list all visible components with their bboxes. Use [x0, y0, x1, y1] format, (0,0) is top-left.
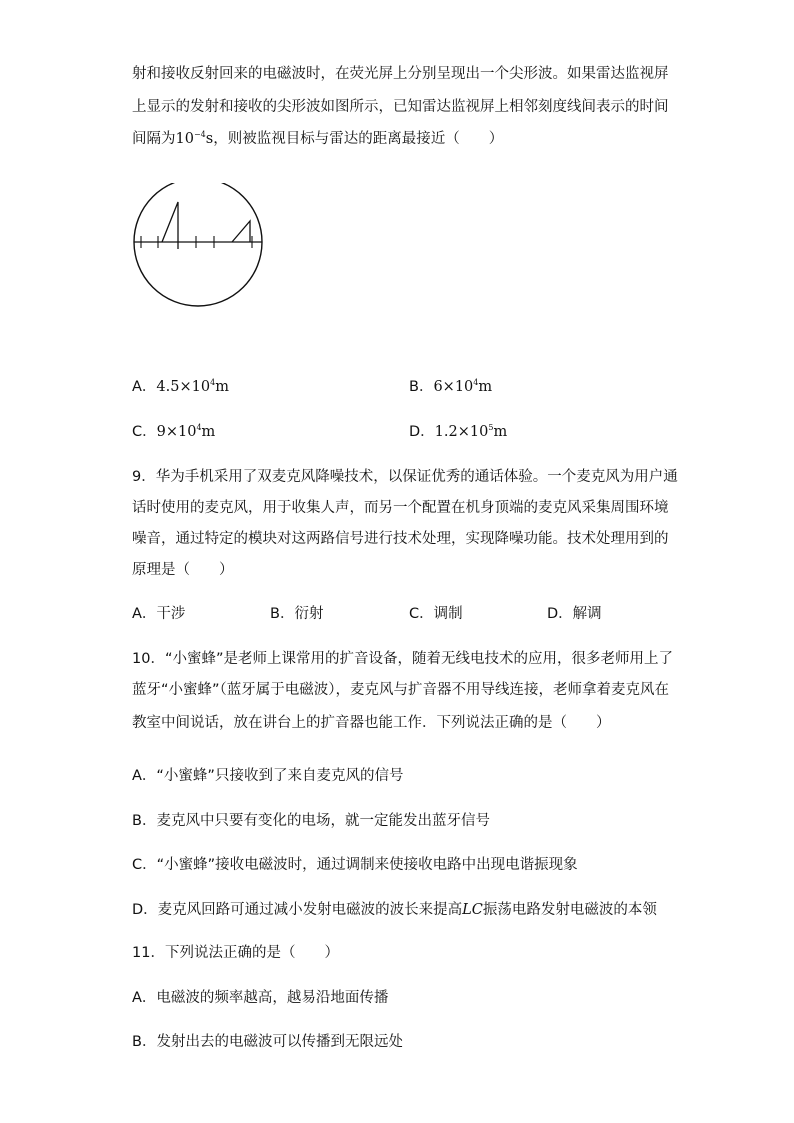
q9-stem-line-4: 原理是（ ） [132, 562, 234, 578]
q9-stem-line-1: 9．华为手机采用了双麦克风降噪技术，以保证优秀的通话体验。一个麦克风为用户通 [132, 469, 678, 485]
q9-stem-line-2: 话时使用的麦克风，用于收集人声，而另一个配置在机身顶端的麦克风采集周围环境 [132, 500, 669, 516]
received-pulse [232, 221, 250, 242]
q10-stem-line-1: 10．“小蜜蜂”是老师上课常用的扩音设备，随着无线电技术的应用，很多老师用上了 [132, 651, 673, 667]
q9-stem-line-3: 噪音，通过特定的模块对这两路信号进行技术处理，实现降噪功能。技术处理用到的 [132, 531, 669, 547]
q11-stem-line-1: 11．下列说法正确的是（ ） [132, 945, 339, 961]
q8-stem-line-3: 间隔为$10^{-4}s$，则被监视目标与雷达的距离最接近（ ） [132, 130, 504, 147]
q8-option-c[interactable]: C．$9\times 10^4m$ [132, 423, 216, 440]
q8-option-a[interactable]: A．$4.5\times 10^4m$ [132, 378, 229, 395]
q11-option-b[interactable]: B．发射出去的电磁波可以传播到无限远处 [132, 1034, 403, 1050]
q10-option-b[interactable]: B．麦克风中只要有变化的电场，就一定能发出蓝牙信号 [132, 813, 490, 829]
q10-stem-line-2: 蓝牙“小蜜蜂”（蓝牙属于电磁波），麦克风与扩音器不用导线连接，老师拿着麦克风在 [132, 682, 670, 698]
radar-screen-circle [134, 183, 262, 306]
q8-stem-line-1: 射和接收反射回来的电磁波时，在荧光屏上分别呈现出一个尖形波。如果雷达监视屏 [132, 66, 669, 82]
q9-option-c[interactable]: C．调制 [409, 606, 463, 622]
radar-screen-diagram [132, 183, 272, 313]
q10-stem-line-3: 教室中间说话，放在讲台上的扩音器也能工作．下列说法正确的是（ ） [132, 715, 611, 731]
q9-option-a[interactable]: A．干涉 [132, 606, 186, 622]
q8-option-d[interactable]: D．$1.2\times 10^5m$ [409, 423, 508, 440]
q10-option-c[interactable]: C．“小蜜蜂”接收电磁波时，通过调制来使接收电路中出现电谐振现象 [132, 857, 578, 873]
q10-option-d[interactable]: D．麦克风回路可通过减小发射电磁波的波长来提高LC振荡电路发射电磁波的本领 [132, 902, 657, 918]
q8-stem-line-2: 上显示的发射和接收的尖形波如图所示，已知雷达监视屏上相邻刻度线间表示的时间 [132, 99, 669, 115]
q9-option-d[interactable]: D．解调 [547, 606, 602, 622]
q11-option-a[interactable]: A．电磁波的频率越高，越易沿地面传播 [132, 990, 389, 1006]
q9-option-b[interactable]: B．衍射 [270, 606, 324, 622]
q8-option-b[interactable]: B．$6\times 10^4m$ [409, 378, 493, 395]
q10-option-a[interactable]: A．“小蜜蜂”只接收到了来自麦克风的信号 [132, 768, 404, 784]
